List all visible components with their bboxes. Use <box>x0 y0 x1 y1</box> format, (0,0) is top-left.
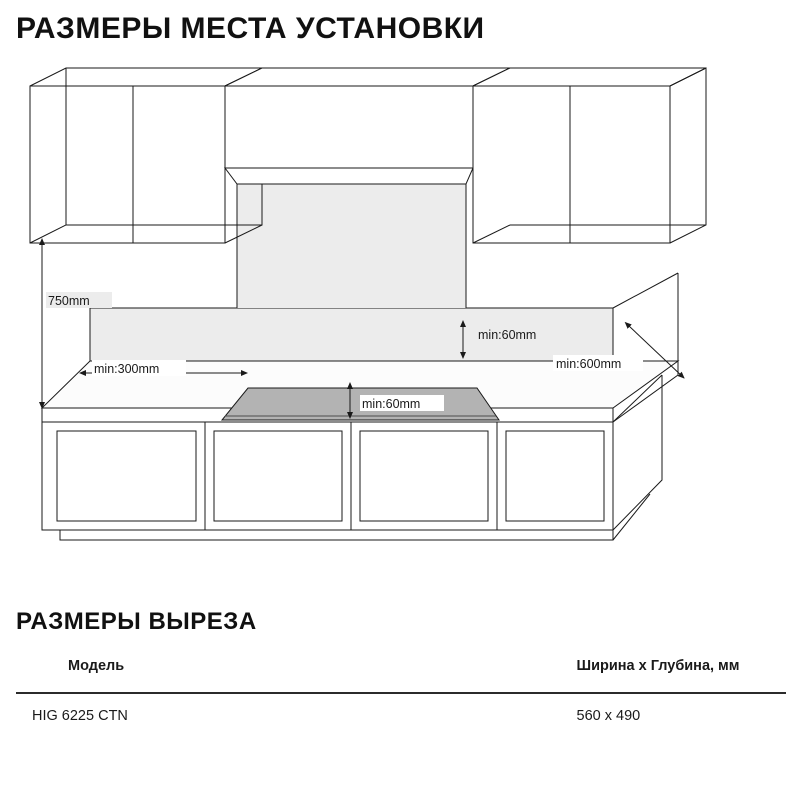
dim-60-bottom-label: min:60mm <box>362 397 421 411</box>
upper-cabinet-right-side <box>670 68 706 243</box>
dim-300-label: min:300mm <box>94 362 160 376</box>
dim-750-label: 750mm <box>48 294 90 308</box>
table-row <box>16 693 786 736</box>
upper-cabinet-right-top <box>473 68 706 86</box>
cell-size: 560 x 490 <box>576 708 641 724</box>
dim-60-top-label: min:60mm <box>478 328 537 342</box>
upper-cabinet-right-front <box>473 86 670 243</box>
lower-cabinet-front <box>42 422 613 530</box>
hood-skirt <box>225 168 473 184</box>
upper-cabinet-left-top <box>30 68 262 86</box>
cutout-dimensions-table <box>16 652 786 736</box>
cell-model: HIG 6225 CTN <box>32 708 128 724</box>
wall-panel-upper <box>237 184 466 308</box>
wall-perspective-top <box>613 273 678 308</box>
installation-diagram <box>0 58 802 578</box>
column-header-size: Ширина х Глубина, мм <box>576 658 740 674</box>
table-header-row <box>16 652 786 693</box>
table-head <box>16 652 786 693</box>
column-header-model: Модель <box>68 658 125 674</box>
page-title: РАЗМЕРЫ МЕСТА УСТАНОВКИ <box>16 12 485 45</box>
dim-600-label: min:600mm <box>556 357 622 371</box>
table-body <box>16 693 786 736</box>
cabinet-plinth-side <box>613 494 650 540</box>
cabinet-plinth <box>60 530 613 540</box>
dimensions-table <box>16 652 786 736</box>
section-title-cutout: РАЗМЕРЫ ВЫРЕЗА <box>16 608 257 635</box>
hood-top <box>225 68 510 86</box>
hood-front <box>225 86 473 168</box>
upper-cabinet-left-front <box>30 86 225 243</box>
installation-diagram-svg <box>0 58 802 578</box>
